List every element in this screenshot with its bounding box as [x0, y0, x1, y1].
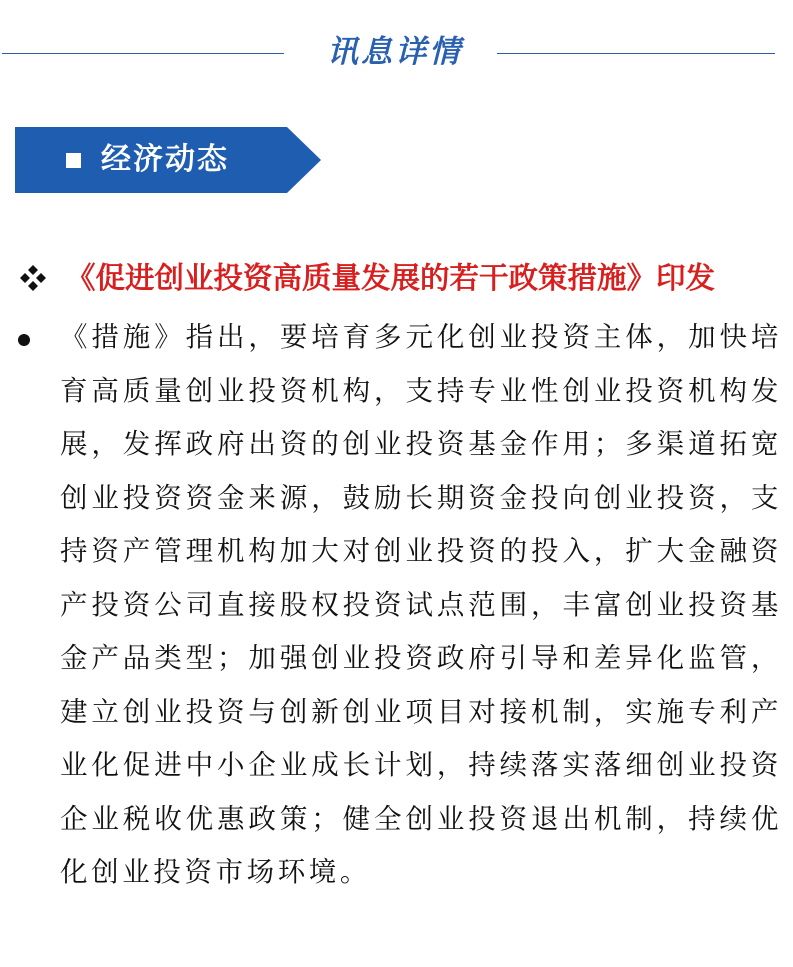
section-title: 经济动态 [101, 142, 229, 177]
bullet-dot-icon [18, 334, 30, 346]
article-paragraph: 《措施》指出，要培育多元化创业投资主体，加快培育高质量创业投资机构，支持专业性创业投资机构发展，发挥政府出资的创业投资基金作用；多渠道拓宽创业投资资金来源，鼓励长期资金投向创业投资，支持资产管理机构加大对创业投资的投入，扩大金融资产投资公司直接股权投资试点范围，丰富创业投资基金产品类型；加强创业投资政府引导和差异化监管，建立创业投资与创新创业项目对接机制，实施专利产业化促进中小企业成长计划，持续落实落细创业投资企业税收优惠政策；健全创业投资退出机制，持续优化创业投资市场环境。 [60, 321, 782, 888]
page-header [0, 24, 793, 80]
four-diamond-bullet-icon [18, 263, 48, 293]
header-divider-right [497, 53, 775, 54]
square-bullet-icon [66, 153, 81, 168]
header-divider-left [2, 53, 284, 54]
section-banner [15, 127, 321, 193]
article-heading [18, 255, 788, 305]
article-title: 《促进创业投资高质量发展的若干政策措施》印发 [66, 261, 716, 295]
header-title: 讯息详情 [327, 34, 463, 70]
